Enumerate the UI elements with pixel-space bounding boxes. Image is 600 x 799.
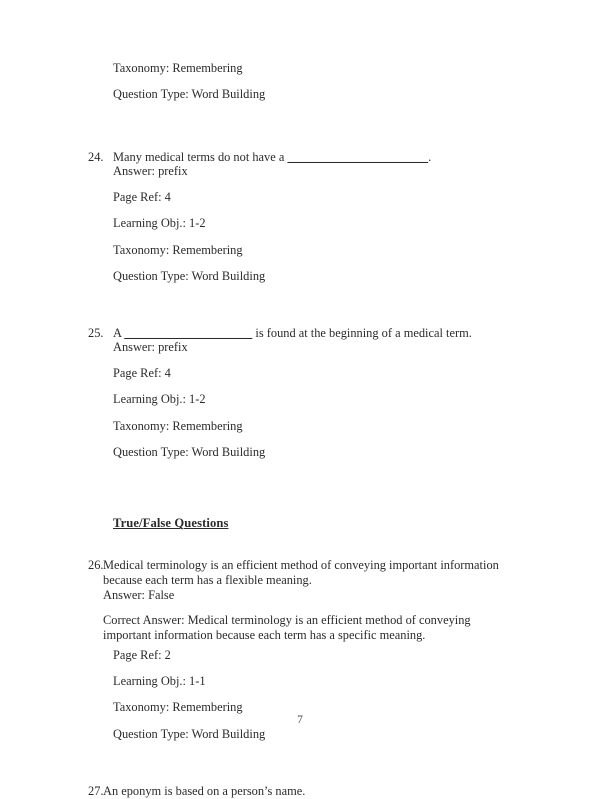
question-27-number: 27. [88, 784, 104, 799]
question-24-number: 24. [88, 149, 104, 164]
question-24-learning-obj: Learning Obj.: 1-2 [113, 216, 206, 231]
question-24-question-type: Question Type: Word Building [113, 269, 266, 284]
question-24-page-ref: Page Ref: 4 [113, 190, 171, 205]
carryover-meta-taxonomy: Taxonomy: Remembering [113, 61, 243, 75]
spacer [88, 297, 522, 327]
question-25-stem-text: A [113, 325, 125, 340]
question-25-number: 25. [88, 325, 104, 340]
question-24-stem-tail: . [428, 149, 432, 164]
carryover-meta-question-type: Question Type: Word Building [113, 87, 266, 102]
question-27-stem: An eponym is based on a person’s name. [103, 784, 306, 799]
page-number: 7 [297, 714, 303, 726]
question-27 [88, 784, 522, 799]
question-25-page-ref: Page Ref: 4 [113, 365, 171, 380]
question-25 [88, 327, 522, 341]
question-24-blank: ______________________ [287, 149, 429, 164]
question-24 [88, 151, 522, 165]
question-25-question-type: Question Type: Word Building [113, 445, 266, 460]
question-25-learning-obj: Learning Obj.: 1-2 [113, 392, 206, 407]
question-24-stem-text: Many medical terms do not have a [113, 149, 288, 164]
question-26-correct-answer: Correct Answer: Medical terminology is an efficient method of conveying important information because each term has a specific meaning. [103, 613, 471, 642]
question-26-number: 26. [88, 558, 104, 573]
question-25-stem [113, 327, 522, 341]
spacer [88, 472, 522, 516]
question-25-stem-tail: is found at the beginning of a medical term. [252, 325, 472, 340]
question-26 [88, 558, 522, 602]
question-26-taxonomy: Taxonomy: Remembering [113, 700, 243, 715]
question-25-blank: ____________________ [124, 325, 253, 340]
question-26-answer: Answer: False [103, 587, 175, 602]
spacer [88, 754, 522, 784]
spacer [88, 531, 522, 558]
question-25-answer: Answer: prefix [113, 339, 188, 354]
question-26-learning-obj: Learning Obj.: 1-1 [113, 673, 206, 688]
question-26-page-ref: Page Ref: 2 [113, 647, 171, 662]
spacer [88, 115, 522, 151]
question-26-stem: Medical terminology is an efficient method of conveying important information because each term has a flexible meaning. [103, 558, 499, 588]
section-heading-true-false: True/False Questions [113, 516, 229, 531]
question-24-taxonomy: Taxonomy: Remembering [113, 242, 243, 257]
question-25-taxonomy: Taxonomy: Remembering [113, 418, 243, 433]
question-24-answer: Answer: prefix [113, 163, 188, 178]
question-26-question-type: Question Type: Word Building [113, 726, 266, 741]
question-24-stem [113, 151, 522, 165]
